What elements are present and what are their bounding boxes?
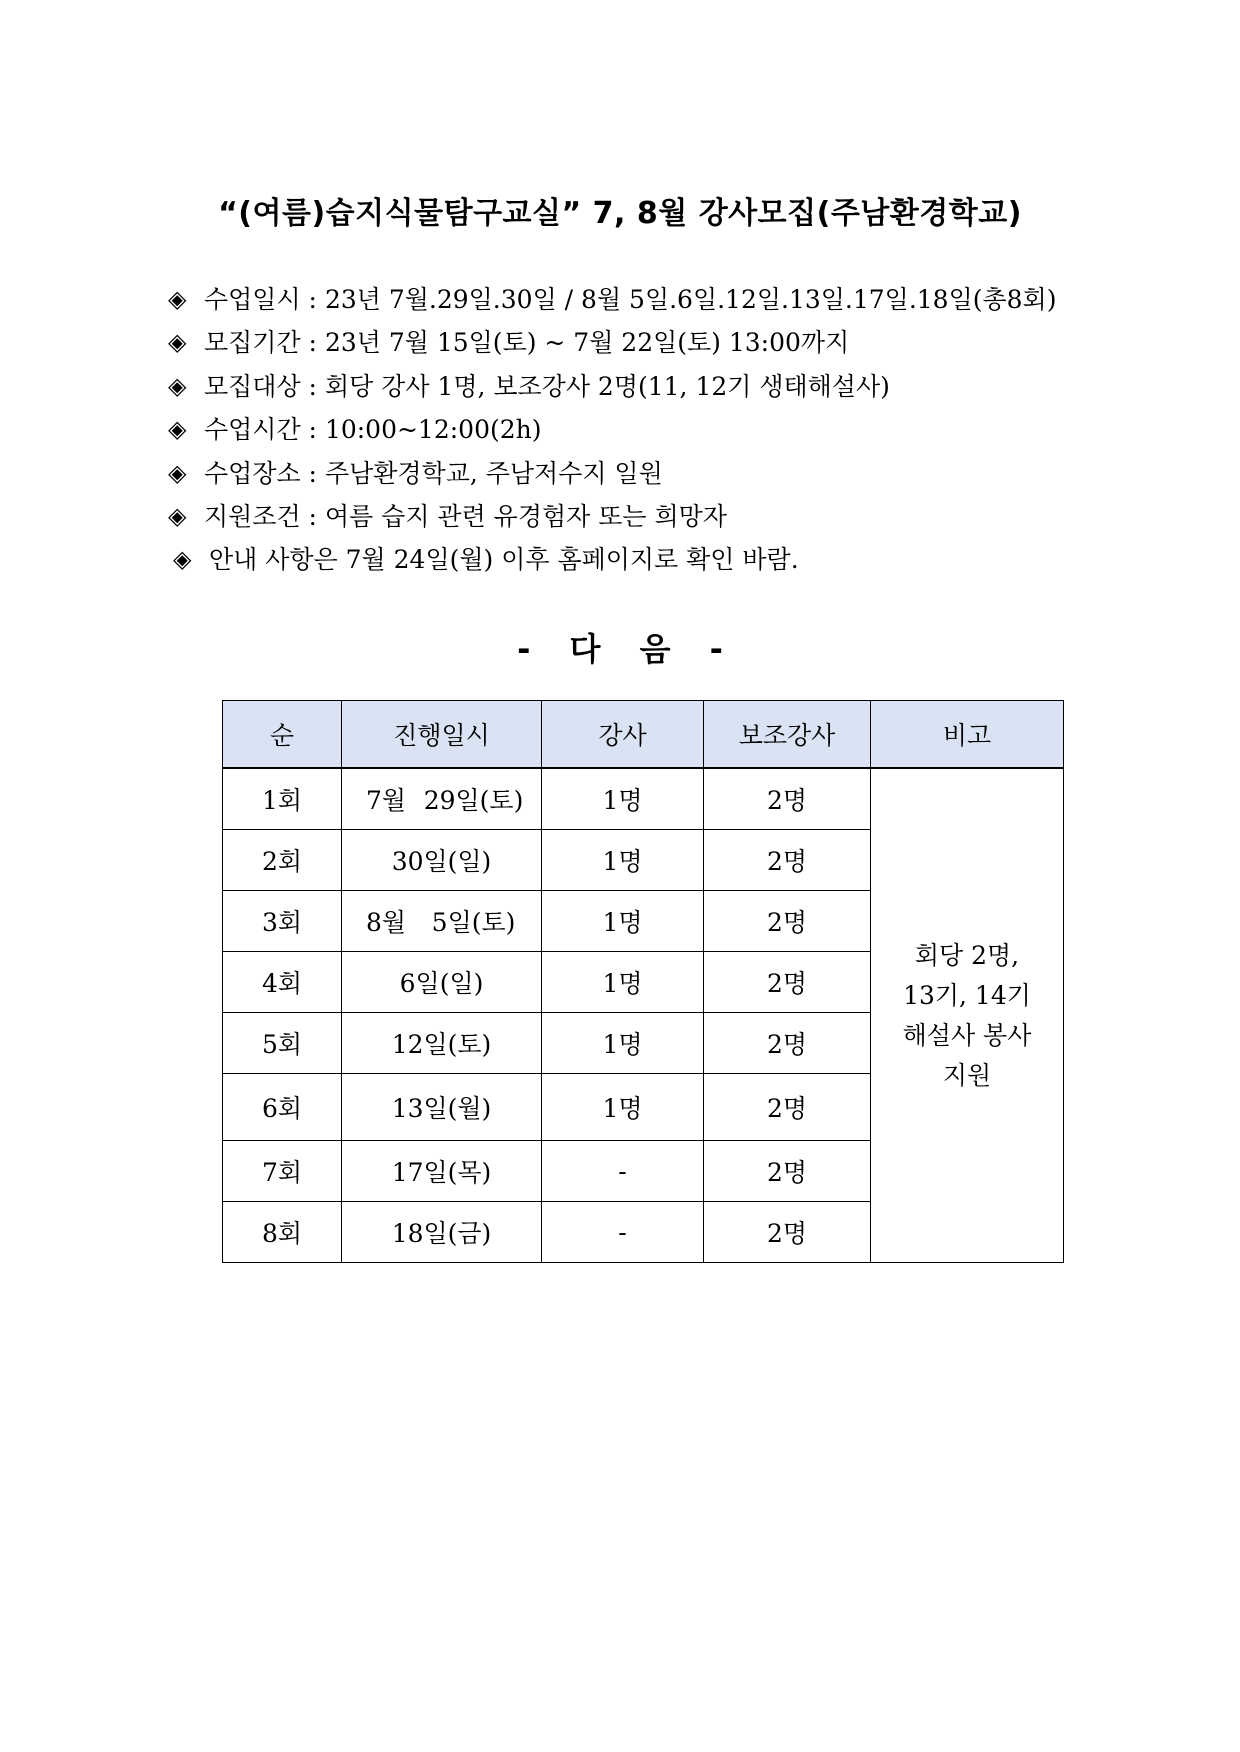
date-cell [342, 1141, 542, 1202]
day-label: 13일(월) [391, 1094, 492, 1123]
schedule-table [222, 700, 1064, 1263]
section-heading: - 다 음 - [517, 630, 723, 668]
notice-text: 안내 사항은 7월 24일(월) 이후 홈페이지로 확인 바람. [209, 545, 799, 575]
diamond-bullet-icon: ◈ [168, 328, 187, 357]
info-item-class-time: ◈ 수업시간 : 10:00~12:00(2h) [168, 408, 1056, 451]
date-cell [342, 768, 542, 830]
day-label: 17일(목) [391, 1158, 492, 1187]
month-label: 7월 [366, 786, 407, 815]
lecturer-cell: 1명 [542, 830, 704, 891]
info-label: 모집대상 [204, 371, 301, 401]
assistant-cell: 2명 [704, 830, 871, 891]
info-item-recruit-target: ◈ 모집대상 : 회당 강사 1명, 보조강사 2명(11, 12기 생태해설사) [168, 365, 1056, 408]
round-cell: 7회 [223, 1141, 342, 1202]
diamond-bullet-icon: ◈ [168, 501, 187, 530]
round-cell: 6회 [223, 1074, 342, 1141]
assistant-cell: 2명 [704, 1074, 871, 1141]
lecturer-cell: - [542, 1141, 704, 1202]
info-label: 모집기간 [204, 328, 301, 358]
date-cell [342, 1013, 542, 1074]
note-line: 지원 [942, 1060, 992, 1090]
info-value: 여름 습지 관련 유경험자 또는 희망자 [324, 501, 727, 531]
diamond-bullet-icon: ◈ [168, 415, 187, 444]
info-label: 수업시간 [204, 415, 301, 445]
round-cell: 5회 [223, 1013, 342, 1074]
round-cell: 8회 [223, 1202, 342, 1263]
lecturer-cell: 1명 [542, 891, 704, 952]
info-label: 지원조건 [204, 501, 301, 531]
lecturer-cell: 1명 [542, 1013, 704, 1074]
header-assistant: 보조강사 [704, 701, 871, 769]
note-line: 회당 2명, [914, 940, 1020, 970]
round-cell: 4회 [223, 952, 342, 1013]
header-round: 순 [223, 701, 342, 769]
page-title: “(여름)습지식물탐구교실” 7, 8월 강사모집(주남환경학교) [218, 196, 1022, 231]
lecturer-cell: 1명 [542, 768, 704, 830]
round-cell: 3회 [223, 891, 342, 952]
diamond-bullet-icon: ◈ [168, 458, 187, 487]
diamond-bullet-icon: ◈ [168, 285, 187, 313]
info-item-recruit-period: ◈ 모집기간 : 23년 7월 15일(토) ~ 7월 22일(토) 13:00까지 [168, 321, 1056, 364]
date-cell [342, 952, 542, 1013]
date-cell [342, 1202, 542, 1263]
note-line: 13기, 14기 [903, 980, 1031, 1010]
info-value: 23년 7월 15일(토) ~ 7월 22일(토) 13:00까지 [324, 328, 850, 358]
table-header-row [223, 701, 1064, 769]
header-note: 비고 [871, 701, 1064, 769]
day-label: 18일(금) [391, 1219, 492, 1248]
info-item-notice [168, 538, 1056, 581]
table-row [223, 768, 1064, 830]
date-cell [342, 830, 542, 891]
assistant-cell: 2명 [704, 1202, 871, 1263]
info-value: 주남환경학교, 주남저수지 일원 [324, 458, 663, 488]
month-label: 8월 [366, 908, 407, 937]
diamond-bullet-icon: ◈ [168, 371, 187, 400]
round-cell: 1회 [223, 768, 342, 830]
info-item-requirements: ◈ 지원조건 : 여름 습지 관련 유경험자 또는 희망자 [168, 495, 1056, 538]
assistant-cell: 2명 [704, 1141, 871, 1202]
assistant-cell: 2명 [704, 1013, 871, 1074]
lecturer-cell: 1명 [542, 952, 704, 1013]
header-lecturer: 강사 [542, 701, 704, 769]
info-item-class-place: ◈ 수업장소 : 주남환경학교, 주남저수지 일원 [168, 452, 1056, 495]
header-date: 진행일시 [342, 701, 542, 769]
day-label: 6일(일) [399, 969, 484, 998]
info-value: 10:00~12:00(2h) [324, 415, 542, 445]
round-cell: 2회 [223, 830, 342, 891]
assistant-cell: 2명 [704, 891, 871, 952]
info-label: 수업장소 [204, 458, 301, 488]
date-cell [342, 1074, 542, 1141]
info-label: 수업일시 [204, 285, 301, 314]
info-list [168, 278, 1056, 582]
info-value: 회당 강사 1명, 보조강사 2명(11, 12기 생태해설사) [324, 371, 890, 401]
date-cell [342, 891, 542, 952]
lecturer-cell: 1명 [542, 1074, 704, 1141]
lecturer-cell: - [542, 1202, 704, 1263]
day-label: 29일(토) [423, 786, 524, 815]
note-cell [871, 768, 1064, 1263]
info-value: 23년 7월.29일.30일 / 8월 5일.6일.12일.13일.17일.18일(총8회) [324, 285, 1057, 314]
assistant-cell: 2명 [704, 952, 871, 1013]
diamond-bullet-icon: ◈ [173, 545, 192, 574]
note-line: 해설사 봉사 [902, 1020, 1032, 1050]
day-label: 30일(일) [391, 847, 492, 876]
day-label: 5일(토) [431, 908, 516, 937]
day-label: 12일(토) [391, 1030, 492, 1059]
info-item-class-date: ◈ 수업일시 : 23년 7월.29일.30일 / 8월 5일.6일.12일.13일.17일.18일(총8회) [168, 278, 1056, 321]
assistant-cell: 2명 [704, 768, 871, 830]
